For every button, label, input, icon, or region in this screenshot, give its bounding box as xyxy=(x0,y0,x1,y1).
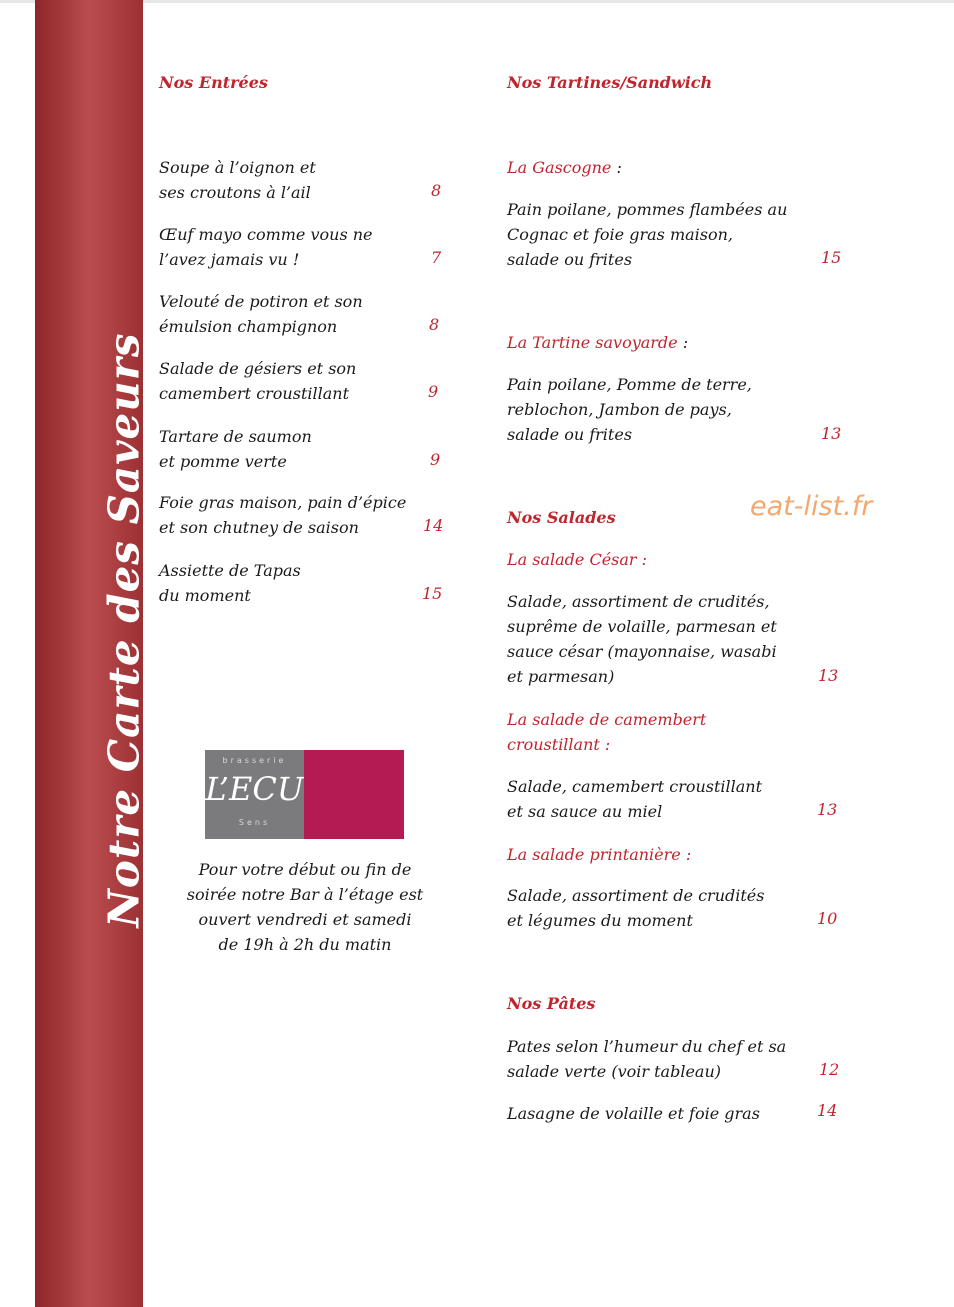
menu-item: Salade, assortiment de crudités et légumes du moment xyxy=(507,886,765,930)
item-price: 10 xyxy=(817,909,838,928)
section-heading-tartines: Nos Tartines/Sandwich xyxy=(507,73,713,92)
brasserie-logo xyxy=(205,750,404,839)
section-heading-salades: Nos Salades xyxy=(507,508,616,527)
item-price: 9 xyxy=(430,450,441,469)
menu-title: Notre Carte des Saveurs xyxy=(99,332,149,928)
logo-name: L’ECU xyxy=(205,770,304,808)
item-price: 8 xyxy=(431,181,442,200)
top-border xyxy=(0,0,954,3)
menu-item: Foie gras maison, pain d’épice et son chutney de saison xyxy=(159,493,407,537)
item-subheading: La salade César : xyxy=(507,550,648,569)
menu-item: Lasagne de volaille et foie gras xyxy=(507,1104,760,1123)
item-subheading: La salade printanière : xyxy=(507,845,692,864)
item-price: 13 xyxy=(821,424,842,443)
menu-item: Pates selon l’humeur du chef et sa salade verte (voir tableau) xyxy=(507,1037,787,1081)
menu-item: Œuf mayo comme vous ne l’avez jamais vu ! xyxy=(159,225,373,269)
item-subheading: La Tartine savoyarde : xyxy=(507,333,689,352)
logo-grey-panel xyxy=(205,750,304,839)
menu-item: Pain poilane, Pomme de terre, reblochon, Jambon de pays, salade ou frites xyxy=(507,375,752,444)
sidebar-banner xyxy=(35,0,149,1307)
menu-item: Salade, assortiment de crudités, suprême de volaille, parmesan et sauce césar (mayonnaise, wasabi et parmesan) xyxy=(507,592,777,686)
menu-item: Assiette de Tapas du moment xyxy=(159,561,301,605)
item-price: 7 xyxy=(431,248,442,267)
item-price: 12 xyxy=(819,1060,840,1079)
menu-item: Pain poilane, pommes flambées au Cognac et foie gras maison, salade ou frites xyxy=(507,200,788,269)
menu-item: Tartare de saumon et pomme verte xyxy=(159,427,312,471)
logo-top-text: brasserie xyxy=(222,756,287,765)
item-price: 15 xyxy=(422,584,443,603)
logo-red-panel xyxy=(304,750,404,839)
item-price: 14 xyxy=(423,516,444,535)
item-price: 14 xyxy=(817,1101,838,1120)
item-price: 8 xyxy=(429,315,440,334)
item-price: 13 xyxy=(818,666,839,685)
menu-item: Velouté de potiron et son émulsion champignon xyxy=(159,292,363,336)
menu-item: Salade, camembert croustillant et sa sauce au miel xyxy=(507,777,763,821)
logo-bottom-text: Sens xyxy=(238,818,271,827)
section-heading-entrees: Nos Entrées xyxy=(159,73,268,92)
bar-opening-note: Pour votre début ou fin de soirée notre Bar à l’étage est ouvert vendredi et samedi de 19h à 2h du matin xyxy=(186,860,424,954)
menu-item: Soupe à l’oignon et ses croutons à l’ail xyxy=(159,158,316,202)
item-price: 9 xyxy=(428,382,439,401)
item-price: 15 xyxy=(821,248,842,267)
menu-item: Salade de gésiers et son camembert croustillant xyxy=(159,359,357,403)
item-subheading: La salade de camembert croustillant : xyxy=(507,710,707,754)
section-heading-pates: Nos Pâtes xyxy=(507,994,596,1013)
item-price: 13 xyxy=(817,800,838,819)
item-subheading: La Gascogne : xyxy=(507,158,622,177)
watermark: eat-list.fr xyxy=(750,491,873,522)
